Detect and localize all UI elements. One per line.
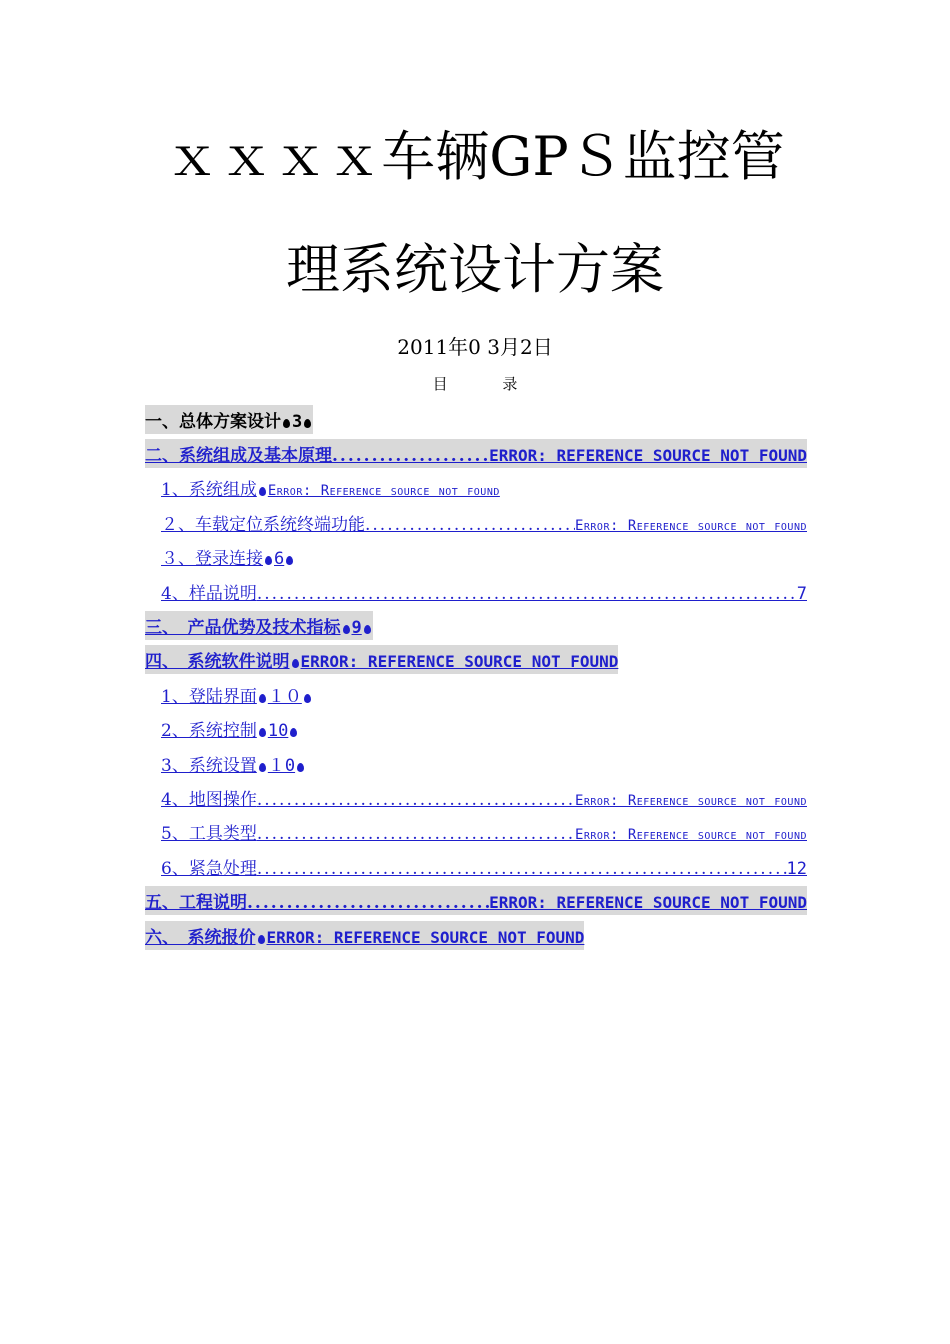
toc-entry-link[interactable] [161, 542, 807, 571]
toc-entry-link[interactable] [161, 714, 807, 743]
toc-heading: 目 录 [432, 375, 518, 393]
document-date: 2011年0 3月2日 [397, 335, 553, 359]
toc-entry-link[interactable] [161, 577, 807, 606]
paragraph-drop-icon [259, 487, 266, 496]
paragraph-drop-icon [343, 625, 350, 634]
toc-entry-link[interactable] [145, 611, 373, 640]
paragraph-drop-icon [265, 556, 272, 565]
document-title-line-2: 理系统设计方案 [286, 238, 664, 301]
paragraph-drop-icon [286, 556, 293, 565]
toc-entry-link[interactable] [161, 749, 807, 778]
toc-entry[interactable] [145, 712, 807, 746]
toc-entry[interactable] [145, 746, 807, 780]
toc-entry-link[interactable] [161, 680, 807, 709]
toc-entry-page: Error: Reference source not found [267, 483, 500, 500]
toc-entry[interactable] [145, 918, 807, 952]
toc-entry-page: 10 [267, 721, 289, 742]
toc-entry-label: 五、工程说明 [145, 893, 247, 914]
paragraph-drop-icon [259, 694, 266, 703]
toc-entry-page: １0 [267, 755, 296, 776]
toc-entry-page: Error: Reference source not found [574, 827, 807, 844]
toc-entry-link[interactable] [161, 852, 807, 881]
toc-entry-link[interactable] [161, 473, 807, 502]
toc-entry-label: 三、 产品优势及技术指标 [145, 618, 341, 639]
toc-leader-dots [257, 824, 575, 844]
toc-entry-label: 2、系统控制 [161, 721, 257, 742]
toc-entry-label: 1、登陆界面 [161, 686, 257, 707]
toc-entry[interactable] [145, 608, 807, 642]
toc-entry[interactable] [145, 643, 807, 677]
toc-leader-dots [365, 515, 575, 535]
toc-entry-label: 一、总体方案设计 [145, 411, 281, 432]
toc-entry-link[interactable] [145, 921, 584, 950]
toc-leader-dots [332, 446, 489, 466]
toc-entry[interactable] [145, 780, 807, 814]
toc-entry-page: ERROR: REFERENCE SOURCE NOT FOUND [300, 652, 619, 672]
toc-entry-page: 12 [786, 858, 807, 879]
toc-entry-page: １０ [267, 686, 302, 707]
toc-entry-page: 7 [796, 583, 807, 604]
toc-entry[interactable] [145, 540, 807, 574]
toc-entry-label: ３、登录连接 [161, 549, 263, 570]
toc-entry-page: Error: Reference source not found [574, 517, 807, 534]
toc-entry[interactable] [145, 883, 807, 917]
toc-entry-page: ERROR: REFERENCE SOURCE NOT FOUND [266, 927, 585, 947]
toc-entry[interactable] [145, 436, 807, 470]
toc-entry-label: 4、样品说明 [161, 583, 257, 604]
paragraph-drop-icon [283, 419, 290, 428]
paragraph-drop-icon [364, 625, 371, 634]
toc-entry-label: 六、 系统报价 [145, 927, 256, 948]
paragraph-drop-icon [297, 763, 304, 772]
toc-entry-link[interactable] [161, 783, 807, 812]
toc-leader-dots [257, 584, 797, 604]
toc-entry[interactable] [145, 815, 807, 849]
toc-entry[interactable] [145, 471, 807, 505]
toc-leader-dots [257, 790, 575, 810]
paragraph-drop-icon [259, 728, 266, 737]
toc-entry[interactable] [145, 574, 807, 608]
toc-entry[interactable] [145, 677, 807, 711]
toc-leader-dots [257, 859, 787, 879]
toc-entry-page: ERROR: REFERENCE SOURCE NOT FOUND [489, 446, 807, 466]
toc-entry-page: ERROR: REFERENCE SOURCE NOT FOUND [489, 893, 807, 913]
toc-entry[interactable] [145, 505, 807, 539]
toc-entry-label: 6、紧急处理 [161, 858, 257, 879]
toc-entry-link[interactable] [145, 886, 807, 915]
toc-entry-link[interactable] [161, 817, 807, 846]
paragraph-drop-icon [304, 419, 311, 428]
paragraph-drop-icon [304, 694, 311, 703]
toc-entry[interactable] [145, 849, 807, 883]
document-title-line-1: ｘｘｘｘ车辆GPＳ监控管 [165, 125, 785, 188]
toc-entry-link[interactable] [145, 645, 618, 674]
toc-entry-link[interactable] [145, 439, 807, 468]
paragraph-drop-icon [292, 659, 299, 668]
toc-entry-link[interactable] [145, 405, 313, 434]
toc-entry-page: Error: Reference source not found [574, 792, 807, 809]
toc-entry-page: 6 [274, 549, 285, 570]
paragraph-drop-icon [290, 728, 297, 737]
toc-entry-link[interactable] [161, 508, 807, 537]
toc-entry-page: 3 [292, 411, 303, 432]
toc-entry-label: 5、工具类型 [161, 824, 257, 845]
toc-entry-label: 二、系统组成及基本原理 [145, 446, 332, 467]
table-of-contents [145, 402, 807, 952]
toc-leader-dots [247, 893, 489, 913]
toc-entry-label: ２、车载定位系统终端功能 [161, 514, 365, 535]
toc-entry[interactable] [145, 402, 807, 436]
toc-entry-label: 4、地图操作 [161, 789, 257, 810]
paragraph-drop-icon [258, 935, 265, 944]
toc-entry-page: 9 [351, 618, 362, 639]
paragraph-drop-icon [259, 763, 266, 772]
toc-entry-label: 3、系统设置 [161, 755, 257, 776]
toc-entry-label: 1、系统组成 [161, 480, 257, 501]
toc-entry-label: 四、 系统软件说明 [145, 652, 290, 673]
